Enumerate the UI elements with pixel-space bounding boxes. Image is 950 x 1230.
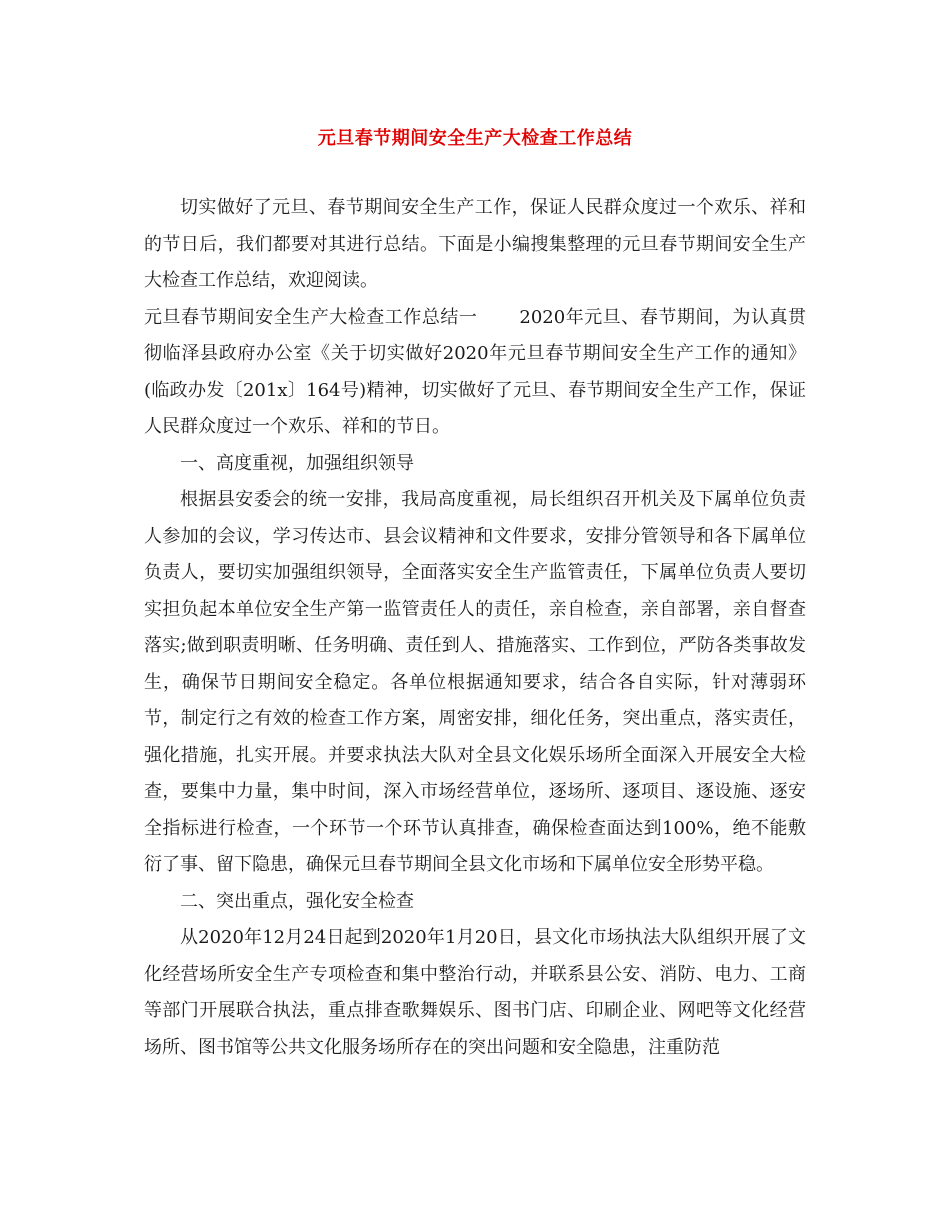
document-title: 元旦春节期间安全生产大检查工作总结 <box>317 128 633 149</box>
heading-two: 二、突出重点，强化安全检查 <box>180 890 414 912</box>
paragraph-two: 从2020年12月24日起到2020年1月20日，县文化市场执法大队组织开展了文化经营场所安全生产专项检查和集中整治行动，并联系县公安、消防、电力、工商等部门开展联合执法，重点排查歌舞娱乐、图书门店、印刷企业、网吧等文化经营场所、图书馆等公共文化服务场所存在的突出问题和安全隐患，注重防范 <box>144 927 806 1058</box>
intro-paragraph: 切实做好了元旦、春节期间安全生产工作，保证人民群众度过一个欢乐、祥和的节日后，我们都要对其进行总结。下面是小编搜集整理的元旦春节期间安全生产大检查工作总结，欢迎阅读。 <box>144 197 806 291</box>
section-one-paragraph <box>144 300 806 446</box>
document-body <box>144 190 806 1066</box>
section-heading-one: 元旦春节期间安全生产大检查工作总结一 <box>144 306 478 328</box>
heading-one: 一、高度重视，加强组织领导 <box>180 452 414 474</box>
paragraph-one: 根据县安委会的统一安排，我局高度重视，局长组织召开机关及下属单位负责人参加的会议，学习传达市、县会议精神和文件要求，安排分管领导和各下属单位负责人，要切实加强组织领导，全面落实安全生产监管责任，下属单位负责人要切实担负起本单位安全生产第一监管责任人的责任，亲自检查，亲自部署，亲自督查落实;做到职责明晰、任务明确、责任到人、措施落实、工作到位，严防各类事故发生，确保节日期间安全稳定。各单位根据通知要求，结合各自实际，针对薄弱环节，制定行之有效的检查工作方案，周密安排，细化任务，突出重点，落实责任，强化措施，扎实开展。并要求执法大队对全县文化娱乐场所全面深入开展安全大检查，要集中力量，集中时间，深入市场经营单位，逐场所、逐项目、逐设施、逐安全指标进行检查，一个环节一个环节认真排查，确保检查面达到100%，绝不能敷衍了事、留下隐患，确保元旦春节期间全县文化市场和下属单位安全形势平稳。 <box>144 489 806 875</box>
section-one-lead: 2020年元旦、春节期间，为认真贯彻临泽县政府办公室《关于切实做好2020年元旦春节期间安全生产工作的通知》(临政办发〔201x〕164号)精神，切实做好了元旦、春节期间安全生产工作，保证人民群众度过一个欢乐、祥和的节日。 <box>144 306 807 437</box>
